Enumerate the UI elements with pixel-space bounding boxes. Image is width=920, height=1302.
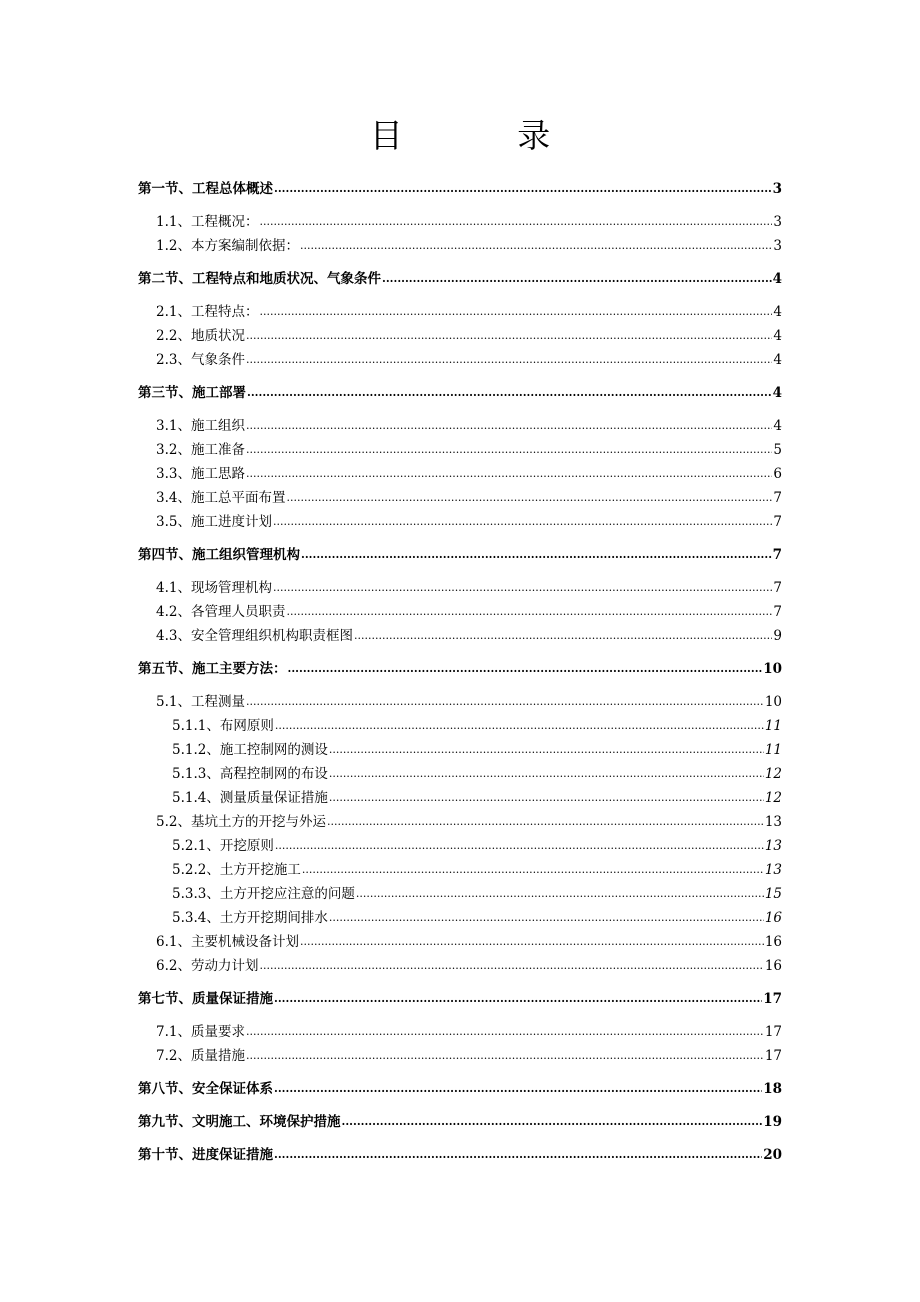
toc-entry-label: 5.3.3、土方开挖应注意的问题: [172, 886, 355, 902]
toc-entry-label: 1.1、工程概况：: [156, 214, 259, 230]
dot-leader: [246, 1044, 764, 1068]
toc-entry-level-3[interactable]: [138, 882, 782, 906]
toc-entry-level-2[interactable]: [138, 510, 782, 534]
toc-entry-label: 2.1、工程特点：: [156, 304, 259, 320]
toc-entry-label: 5.1.2、施工控制网的测设: [172, 742, 328, 758]
toc-entry-level-2[interactable]: [138, 486, 782, 510]
toc-entry-level-2[interactable]: [138, 414, 782, 438]
toc-entry-page-number: 17: [764, 1024, 782, 1040]
dot-leader: [286, 486, 772, 510]
toc-entry-page-number: 7: [773, 490, 782, 506]
toc-entry-page-number: 9: [773, 628, 782, 644]
dot-leader: [259, 954, 763, 978]
toc-entry-label: 第二节、工程特点和地质状况、气象条件: [138, 271, 381, 287]
dot-leader: [300, 930, 764, 954]
toc-entry-label: 7.2、质量措施: [156, 1048, 245, 1064]
dot-leader: [302, 858, 764, 882]
toc-entry-label: 2.3、气象条件: [156, 352, 245, 368]
toc-entry-level-2[interactable]: [138, 1044, 782, 1068]
toc-entry-label: 4.2、各管理人员职责: [156, 604, 286, 620]
toc-entry-page-number: 17: [763, 991, 782, 1007]
dot-leader: [288, 657, 763, 681]
dot-leader: [286, 600, 772, 624]
toc-entry-page-number: 17: [764, 1048, 782, 1064]
dot-leader: [329, 786, 764, 810]
dot-leader: [327, 810, 764, 834]
toc-entry-label: 3.1、施工组织: [156, 418, 245, 434]
toc-entry-page-number: 5: [773, 442, 782, 458]
toc-entry-page-number: 10: [764, 694, 782, 710]
dot-leader: [259, 300, 772, 324]
toc-entry-level-3[interactable]: [138, 714, 782, 738]
toc-entry-level-2[interactable]: [138, 576, 782, 600]
toc-entry-label: 5.1、工程测量: [156, 694, 245, 710]
toc-entry-level-2[interactable]: [138, 930, 782, 954]
toc-entry-page-number: 3: [773, 238, 782, 254]
toc-entry-page-number: 4: [773, 328, 782, 344]
toc-entry-level-1[interactable]: [138, 543, 782, 567]
toc-entry-label: 5.2.2、土方开挖施工: [172, 862, 301, 878]
dot-leader: [329, 906, 764, 930]
dot-leader: [247, 381, 772, 405]
toc-entry-level-3[interactable]: [138, 906, 782, 930]
toc-entry-page-number: 7: [772, 547, 782, 563]
dot-leader: [382, 267, 772, 291]
dot-leader: [246, 438, 772, 462]
toc-entry-level-2[interactable]: [138, 954, 782, 978]
toc-entry-label: 1.2、本方案编制依据：: [156, 238, 299, 254]
toc-entry-page-number: 15: [764, 886, 782, 902]
toc-entry-page-number: 7: [773, 580, 782, 596]
toc-entry-level-1[interactable]: [138, 177, 782, 201]
toc-entry-label: 3.4、施工总平面布置: [156, 490, 286, 506]
dot-leader: [246, 348, 772, 372]
dot-leader: [329, 762, 764, 786]
toc-entry-level-2[interactable]: [138, 690, 782, 714]
toc-entry-label: 4.1、现场管理机构: [156, 580, 272, 596]
toc-entry-label: 2.2、地质状况: [156, 328, 245, 344]
toc-entry-label: 第四节、施工组织管理机构: [138, 547, 300, 563]
toc-entry-page-number: 12: [764, 790, 782, 806]
toc-entry-level-2[interactable]: [138, 300, 782, 324]
toc-entry-level-1[interactable]: [138, 1077, 782, 1101]
toc-entry-level-3[interactable]: [138, 834, 782, 858]
toc-entry-label: 3.2、施工准备: [156, 442, 245, 458]
toc-entry-label: 7.1、质量要求: [156, 1024, 245, 1040]
toc-entry-page-number: 4: [773, 304, 782, 320]
toc-entry-page-number: 11: [764, 718, 782, 734]
toc-entry-level-1[interactable]: [138, 1143, 782, 1167]
toc-entry-page-number: 11: [764, 742, 782, 758]
toc-entry-page-number: 10: [763, 661, 782, 677]
toc-entry-page-number: 7: [773, 514, 782, 530]
toc-entry-page-number: 12: [764, 766, 782, 782]
dot-leader: [342, 1110, 763, 1134]
toc-entry-label: 第七节、质量保证措施: [138, 991, 273, 1007]
toc-entry-page-number: 4: [772, 385, 782, 401]
dot-leader: [356, 882, 764, 906]
toc-entry-label: 5.1.1、布网原则: [172, 718, 274, 734]
toc-entry-page-number: 4: [773, 418, 782, 434]
toc-entry-label: 3.5、施工进度计划: [156, 514, 272, 530]
dot-leader: [329, 738, 764, 762]
toc-entry-label: 第一节、工程总体概述: [138, 181, 273, 197]
toc-entry-label: 第八节、安全保证体系: [138, 1081, 273, 1097]
toc-entry-label: 6.1、主要机械设备计划: [156, 934, 299, 950]
toc-entry-page-number: 16: [764, 958, 782, 974]
dot-leader: [275, 834, 764, 858]
toc-entry-page-number: 13: [764, 814, 782, 830]
toc-entry-label: 第三节、施工部署: [138, 385, 246, 401]
toc-entry-page-number: 16: [764, 910, 782, 926]
toc-entry-label: 第九节、文明施工、环境保护措施: [138, 1114, 341, 1130]
toc-entry-page-number: 16: [764, 934, 782, 950]
toc-entry-level-2[interactable]: [138, 1020, 782, 1044]
toc-entry-label: 5.1.3、高程控制网的布设: [172, 766, 328, 782]
toc-entry-level-3[interactable]: [138, 786, 782, 810]
toc-entry-level-3[interactable]: [138, 858, 782, 882]
toc-entry-level-1[interactable]: [138, 381, 782, 405]
toc-entry-level-1[interactable]: [138, 987, 782, 1011]
dot-leader: [246, 690, 764, 714]
toc-entry-label: 6.2、劳动力计划: [156, 958, 259, 974]
dot-leader: [274, 177, 772, 201]
toc-entry-level-2[interactable]: [138, 234, 782, 258]
toc-entry-label: 5.2、基坑土方的开挖与外运: [156, 814, 326, 830]
dot-leader: [274, 1143, 762, 1167]
dot-leader: [246, 1020, 764, 1044]
toc-entry-level-2[interactable]: [138, 462, 782, 486]
toc-entry-page-number: 6: [773, 466, 782, 482]
toc-entry-level-2[interactable]: [138, 600, 782, 624]
dot-leader: [301, 543, 772, 567]
toc-entry-page-number: 20: [763, 1147, 782, 1163]
dot-leader: [275, 714, 764, 738]
toc-entry-page-number: 3: [772, 181, 782, 197]
dot-leader: [259, 210, 772, 234]
toc-entry-level-1[interactable]: [138, 1110, 782, 1134]
toc-entry-page-number: 4: [772, 271, 782, 287]
toc-title: 目 录: [369, 116, 603, 155]
toc-entry-level-2[interactable]: [138, 210, 782, 234]
toc-entry-level-2[interactable]: [138, 348, 782, 372]
toc-entry-label: 5.1.4、测量质量保证措施: [172, 790, 328, 806]
toc-entry-label: 3.3、施工思路: [156, 466, 245, 482]
dot-leader: [246, 414, 772, 438]
dot-leader: [354, 624, 772, 648]
toc-entry-label: 5.2.1、开挖原则: [172, 838, 274, 854]
toc-entry-level-2[interactable]: [138, 624, 782, 648]
toc-entry-level-2[interactable]: [138, 810, 782, 834]
toc-entry-label: 4.3、安全管理组织机构职责框图: [156, 628, 353, 644]
dot-leader: [246, 462, 772, 486]
toc-entry-page-number: 19: [763, 1114, 782, 1130]
toc-entry-level-3[interactable]: [138, 762, 782, 786]
toc-entry-level-1[interactable]: [138, 657, 782, 681]
toc-list: [138, 168, 782, 1176]
dot-leader: [246, 324, 772, 348]
toc-entry-page-number: 4: [773, 352, 782, 368]
toc-entry-label: 第十节、进度保证措施: [138, 1147, 273, 1163]
toc-entry-level-3[interactable]: [138, 738, 782, 762]
toc-entry-page-number: 18: [763, 1081, 782, 1097]
dot-leader: [273, 576, 772, 600]
toc-entry-page-number: 13: [764, 838, 782, 854]
dot-leader: [274, 1077, 762, 1101]
toc-entry-page-number: 13: [764, 862, 782, 878]
toc-entry-level-1[interactable]: [138, 267, 782, 291]
toc-entry-label: 第五节、施工主要方法：: [138, 661, 287, 677]
dot-leader: [274, 987, 762, 1011]
dot-leader: [300, 234, 772, 258]
toc-entry-page-number: 7: [773, 604, 782, 620]
toc-entry-label: 5.3.4、土方开挖期间排水: [172, 910, 328, 926]
toc-entry-level-2[interactable]: [138, 324, 782, 348]
dot-leader: [273, 510, 772, 534]
toc-entry-page-number: 3: [773, 214, 782, 230]
toc-entry-level-2[interactable]: [138, 438, 782, 462]
